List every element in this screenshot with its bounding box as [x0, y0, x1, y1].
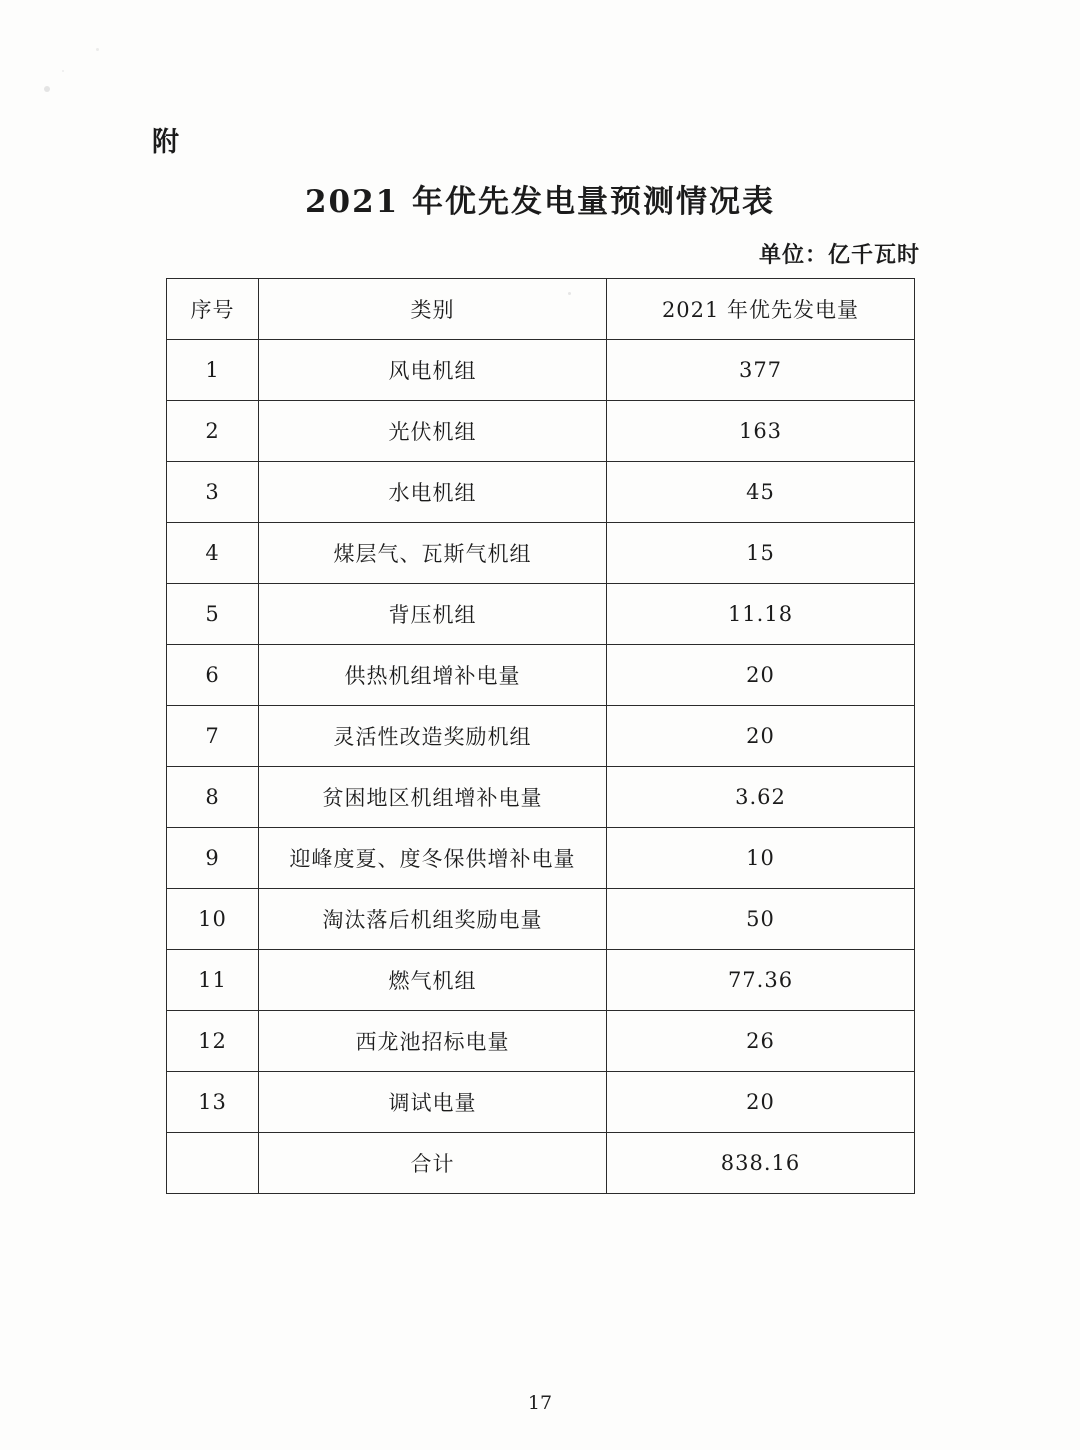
- cell-value: 26: [607, 1011, 915, 1072]
- cell-category: 风电机组: [259, 340, 607, 401]
- table-row: [167, 401, 915, 462]
- cell-total-label: 合计: [259, 1133, 607, 1194]
- table-row: [167, 645, 915, 706]
- cell-value: 11.18: [607, 584, 915, 645]
- table-header-row: [167, 279, 915, 340]
- table-row: [167, 340, 915, 401]
- cell-value: 15: [607, 523, 915, 584]
- cell-index: [167, 1133, 259, 1194]
- table-row: [167, 1011, 915, 1072]
- scan-speckle: [44, 86, 50, 92]
- cell-category: 煤层气、瓦斯气机组: [259, 523, 607, 584]
- cell-value: 3.62: [607, 767, 915, 828]
- cell-category: 水电机组: [259, 462, 607, 523]
- scan-speckle: [62, 70, 64, 72]
- table-row: [167, 889, 915, 950]
- cell-category: 光伏机组: [259, 401, 607, 462]
- cell-total-value: 838.16: [607, 1133, 915, 1194]
- page-number: 17: [527, 1392, 553, 1414]
- unit-note: 单位：亿千瓦时: [758, 242, 920, 268]
- table-row: [167, 523, 915, 584]
- attachment-label: 附: [152, 127, 180, 158]
- priority-generation-table: [166, 278, 915, 1194]
- cell-index: 4: [167, 523, 259, 584]
- scan-speckle: [96, 48, 99, 51]
- table-row: [167, 1072, 915, 1133]
- table-row: [167, 950, 915, 1011]
- cell-category: 调试电量: [259, 1072, 607, 1133]
- cell-index: 2: [167, 401, 259, 462]
- column-header-category: 类别: [259, 279, 607, 340]
- cell-value: 50: [607, 889, 915, 950]
- table-row: [167, 584, 915, 645]
- cell-category: 灵活性改造奖励机组: [259, 706, 607, 767]
- cell-index: 12: [167, 1011, 259, 1072]
- cell-index: 5: [167, 584, 259, 645]
- cell-value: 20: [607, 645, 915, 706]
- table-row: [167, 462, 915, 523]
- cell-index: 8: [167, 767, 259, 828]
- table-total-row: [167, 1133, 915, 1194]
- cell-index: 13: [167, 1072, 259, 1133]
- cell-category: 供热机组增补电量: [259, 645, 607, 706]
- page-title: 2021 年优先发电量预测情况表: [304, 184, 776, 220]
- cell-index: 11: [167, 950, 259, 1011]
- cell-index: 3: [167, 462, 259, 523]
- cell-value: 77.36: [607, 950, 915, 1011]
- column-header-index: 序号: [167, 279, 259, 340]
- cell-category: 燃气机组: [259, 950, 607, 1011]
- cell-index: 6: [167, 645, 259, 706]
- cell-index: 1: [167, 340, 259, 401]
- cell-value: 10: [607, 828, 915, 889]
- cell-index: 10: [167, 889, 259, 950]
- cell-index: 9: [167, 828, 259, 889]
- cell-value: 20: [607, 1072, 915, 1133]
- cell-value: 163: [607, 401, 915, 462]
- table-row: [167, 767, 915, 828]
- cell-category: 淘汰落后机组奖励电量: [259, 889, 607, 950]
- cell-category: 背压机组: [259, 584, 607, 645]
- column-header-value: 2021 年优先发电量: [607, 279, 915, 340]
- cell-category: 迎峰度夏、度冬保供增补电量: [259, 828, 607, 889]
- cell-value: 45: [607, 462, 915, 523]
- table-row: [167, 828, 915, 889]
- cell-index: 7: [167, 706, 259, 767]
- table-row: [167, 706, 915, 767]
- cell-category: 西龙池招标电量: [259, 1011, 607, 1072]
- cell-value: 377: [607, 340, 915, 401]
- cell-category: 贫困地区机组增补电量: [259, 767, 607, 828]
- cell-value: 20: [607, 706, 915, 767]
